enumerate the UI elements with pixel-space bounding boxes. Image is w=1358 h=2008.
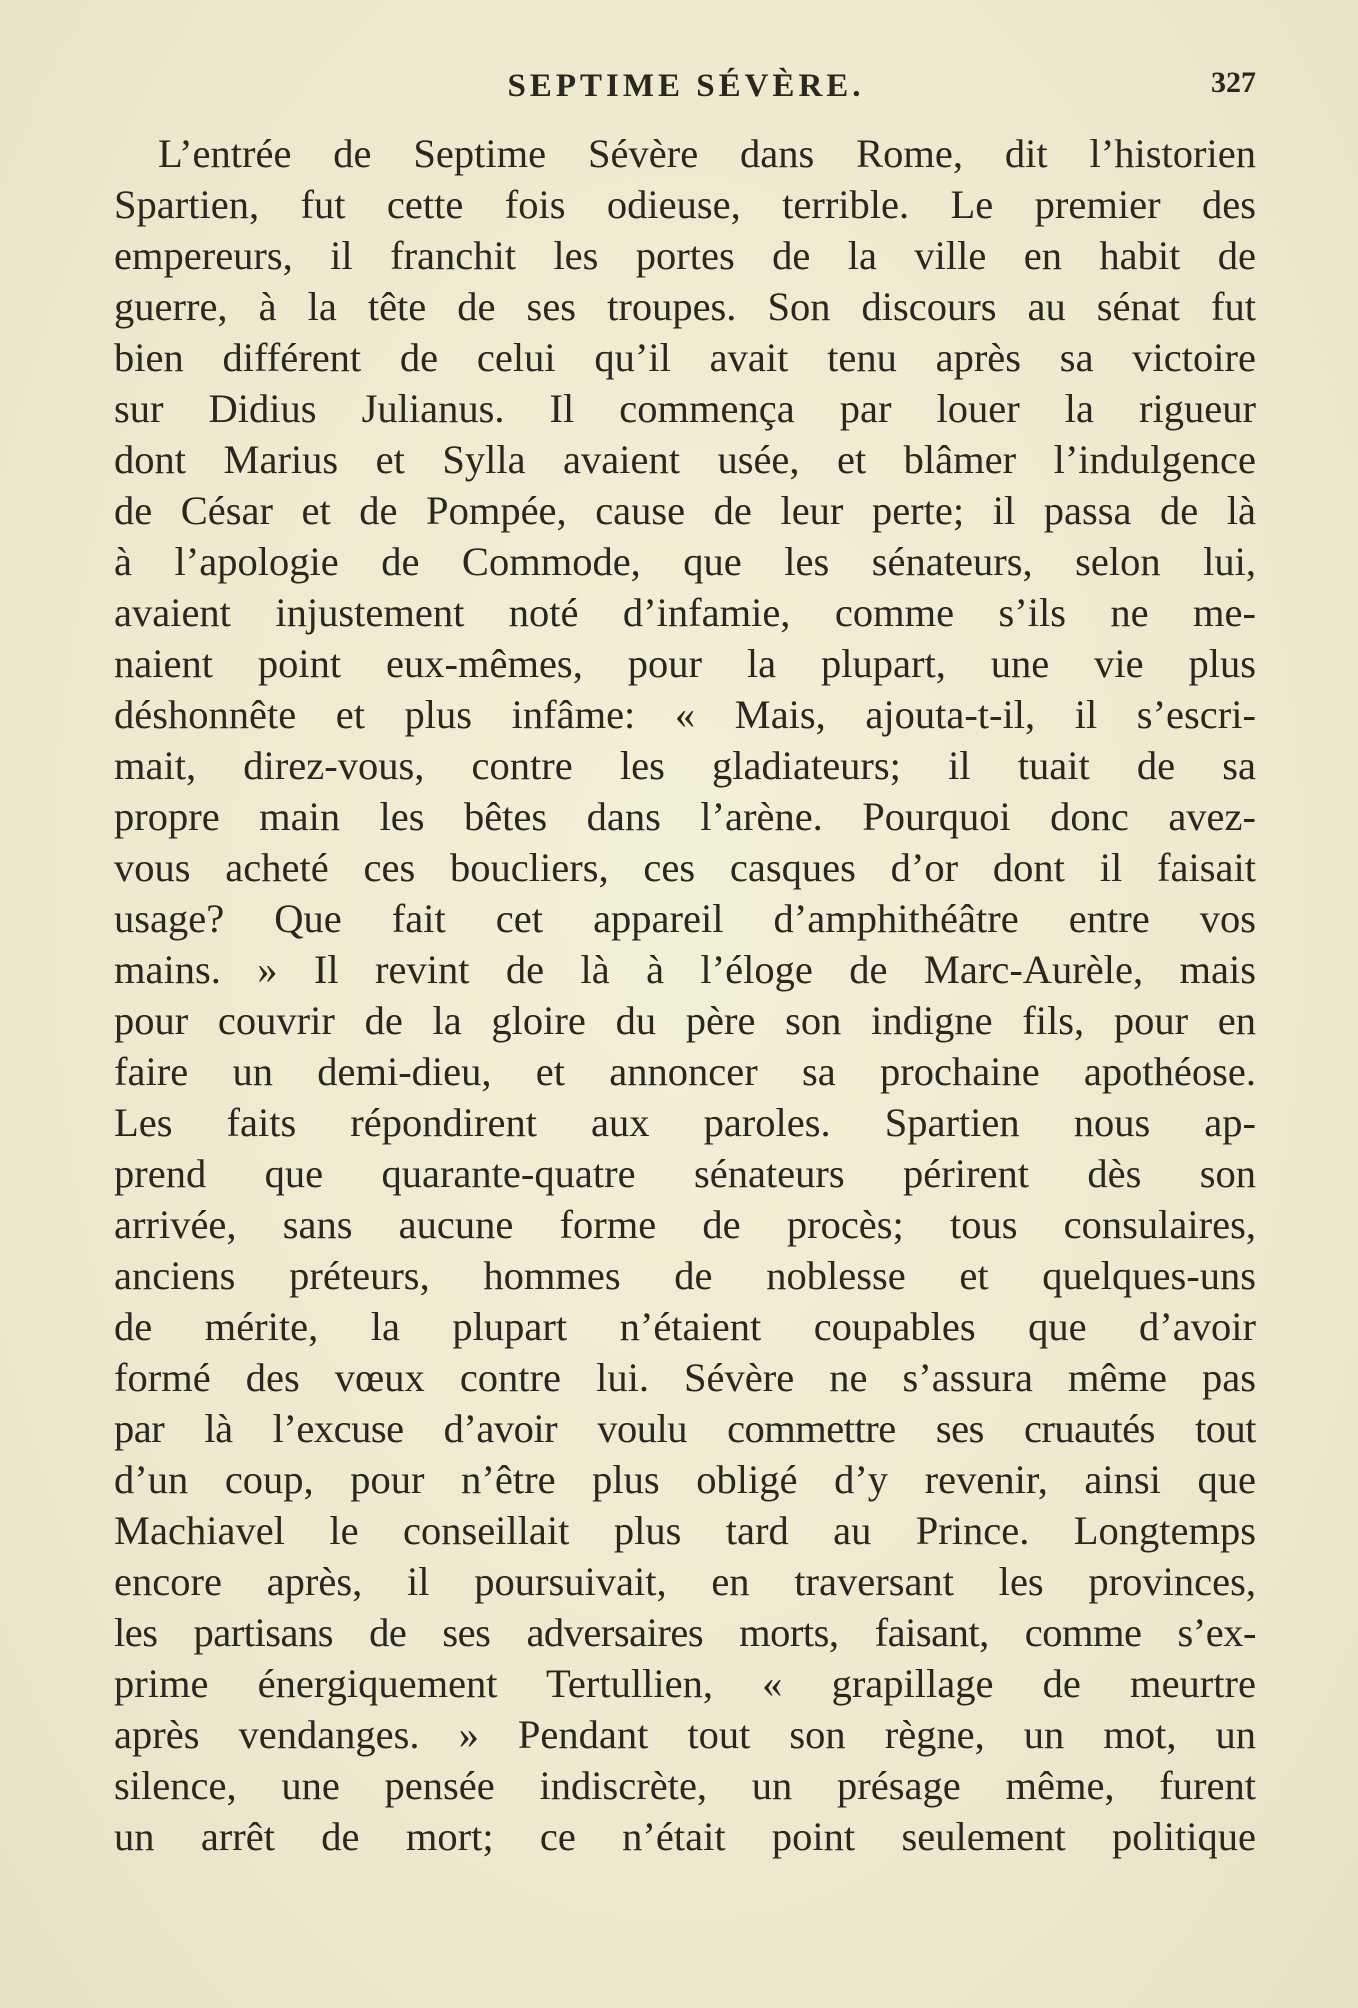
- text-line: par là l’excuse d’avoir voulu commettre ses cruautés tout: [114, 1406, 1256, 1451]
- text-line: Spartien, fut cette fois odieuse, terrible. Le premier des: [114, 182, 1256, 227]
- text-line: formé des vœux contre lui. Sévère ne s’assura même pas: [114, 1355, 1256, 1400]
- text-line: arrivée, sans aucune forme de procès; tous consulaires,: [114, 1202, 1256, 1247]
- running-head: [116, 62, 1256, 112]
- page-number: 327: [1211, 66, 1256, 99]
- text-line: guerre, à la tête de ses troupes. Son discours au sénat fut: [114, 284, 1256, 329]
- text-line: L’entrée de Septime Sévère dans Rome, dit l’historien: [158, 131, 1256, 176]
- text-line: un arrêt de mort; ce n’était point seulement politique: [114, 1814, 1256, 1859]
- text-line: déshonnête et plus infâme: « Mais, ajouta-t-il, il s’escri-: [114, 692, 1256, 737]
- text-line: après vendanges. » Pendant tout son règne, un mot, un: [114, 1712, 1256, 1757]
- text-line: Machiavel le conseillait plus tard au Prince. Longtemps: [114, 1508, 1256, 1553]
- text-line: empereurs, il franchit les portes de la ville en habit de: [114, 233, 1256, 278]
- text-line: vous acheté ces boucliers, ces casques d’or dont il faisait: [114, 845, 1256, 890]
- text-line: bien différent de celui qu’il avait tenu après sa victoire: [114, 335, 1256, 380]
- text-line: pour couvrir de la gloire du père son indigne fils, pour en: [114, 998, 1256, 1043]
- text-line: de mérite, la plupart n’étaient coupables que d’avoir: [114, 1304, 1256, 1349]
- text-line: prime énergiquement Tertullien, « grapillage de meurtre: [114, 1661, 1256, 1706]
- text-line: naient point eux-mêmes, pour la plupart, une vie plus: [114, 641, 1256, 686]
- text-line: faire un demi-dieu, et annoncer sa prochaine apothéose.: [114, 1049, 1256, 1094]
- text-line: dont Marius et Sylla avaient usée, et blâmer l’indulgence: [114, 437, 1256, 482]
- text-line: de César et de Pompée, cause de leur perte; il passa de là: [114, 488, 1256, 533]
- text-line: mains. » Il revint de là à l’éloge de Marc-Aurèle, mais: [114, 947, 1256, 992]
- text-line: Les faits répondirent aux paroles. Spartien nous ap-: [114, 1100, 1256, 1145]
- text-line: d’un coup, pour n’être plus obligé d’y revenir, ainsi que: [114, 1457, 1256, 1502]
- text-line: les partisans de ses adversaires morts, faisant, comme s’ex-: [114, 1610, 1256, 1655]
- text-line: anciens préteurs, hommes de noblesse et quelques-uns: [114, 1253, 1256, 1298]
- running-title: SEPTIME SÉVÈRE.: [507, 68, 865, 104]
- text-line: à l’apologie de Commode, que les sénateurs, selon lui,: [114, 539, 1256, 584]
- text-line: mait, direz-vous, contre les gladiateurs; il tuait de sa: [114, 743, 1256, 788]
- text-line: propre main les bêtes dans l’arène. Pourquoi donc avez-: [114, 794, 1256, 839]
- text-line: prend que quarante-quatre sénateurs périrent dès son: [114, 1151, 1256, 1196]
- text-line: silence, une pensée indiscrète, un présage même, furent: [114, 1763, 1256, 1808]
- text-line: encore après, il poursuivait, en traversant les provinces,: [114, 1559, 1256, 1604]
- text-line: avaient injustement noté d’infamie, comme s’ils ne me-: [114, 590, 1256, 635]
- text-line: usage? Que fait cet appareil d’amphithéâtre entre vos: [114, 896, 1256, 941]
- body-text: [114, 128, 1256, 1862]
- text-line: sur Didius Julianus. Il commença par louer la rigueur: [114, 386, 1256, 431]
